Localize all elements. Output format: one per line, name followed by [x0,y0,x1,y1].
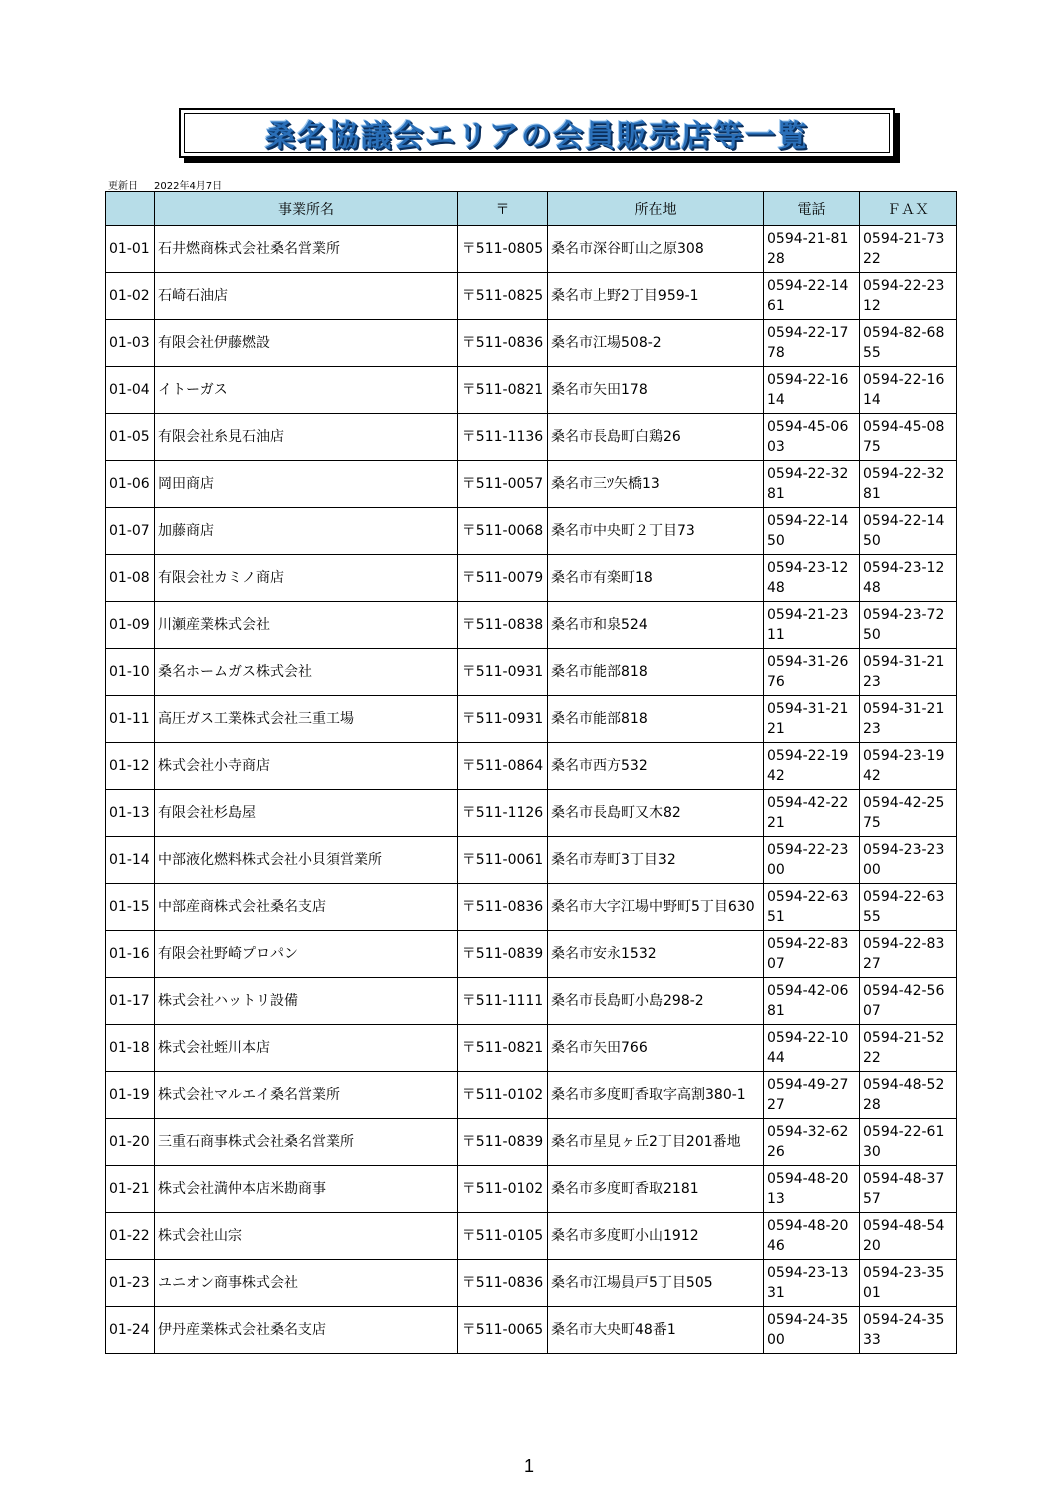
table-row [106,1119,957,1166]
cell-zip: 〒511-0105 [458,1213,548,1260]
cell-code: 01-07 [106,508,155,555]
cell-tel: 0594-42-0681 [764,978,860,1025]
cell-fax: 0594-21-5222 [860,1025,957,1072]
cell-code: 01-11 [106,696,155,743]
cell-address: 桑名市長島町又木82 [548,790,764,837]
cell-name: 株式会社蛭川本店 [155,1025,458,1072]
cell-tel: 0594-22-1778 [764,320,860,367]
table-row [106,461,957,508]
cell-code: 01-24 [106,1307,155,1354]
cell-zip: 〒511-0065 [458,1307,548,1354]
cell-fax: 0594-22-8327 [860,931,957,978]
cell-code: 01-08 [106,555,155,602]
cell-fax: 0594-42-5607 [860,978,957,1025]
cell-name: 高圧ガス工業株式会社三重工場 [155,696,458,743]
table-row [106,1025,957,1072]
update-info [108,177,238,192]
cell-fax: 0594-23-3501 [860,1260,957,1307]
cell-address: 桑名市深谷町山之原308 [548,226,764,273]
cell-fax: 0594-45-0875 [860,414,957,461]
cell-address: 桑名市矢田178 [548,367,764,414]
cell-address: 桑名市江場員戸5丁目505 [548,1260,764,1307]
cell-fax: 0594-22-3281 [860,461,957,508]
cell-tel: 0594-23-1331 [764,1260,860,1307]
cell-code: 01-18 [106,1025,155,1072]
cell-tel: 0594-32-6226 [764,1119,860,1166]
cell-tel: 0594-22-1461 [764,273,860,320]
cell-fax: 0594-23-1942 [860,743,957,790]
cell-name: 中部産商株式会社桑名支店 [155,884,458,931]
table-header-row [106,192,957,226]
cell-tel: 0594-42-2221 [764,790,860,837]
cell-tel: 0594-22-6351 [764,884,860,931]
table-row [106,226,957,273]
cell-address: 桑名市矢田766 [548,1025,764,1072]
cell-fax: 0594-48-3757 [860,1166,957,1213]
cell-tel: 0594-22-1614 [764,367,860,414]
column-header-tel: 電話 [764,192,860,226]
cell-address: 桑名市大央町48番1 [548,1307,764,1354]
cell-fax: 0594-48-5228 [860,1072,957,1119]
cell-fax: 0594-31-2123 [860,696,957,743]
cell-name: 三重石商事株式会社桑名営業所 [155,1119,458,1166]
cell-code: 01-23 [106,1260,155,1307]
cell-zip: 〒511-0864 [458,743,548,790]
table-row [106,273,957,320]
table-row [106,320,957,367]
page-number: 1 [523,1456,534,1476]
cell-code: 01-15 [106,884,155,931]
cell-name: 岡田商店 [155,461,458,508]
cell-fax: 0594-23-1248 [860,555,957,602]
cell-name: 伊丹産業株式会社桑名支店 [155,1307,458,1354]
cell-zip: 〒511-1126 [458,790,548,837]
cell-code: 01-20 [106,1119,155,1166]
table-row [106,1166,957,1213]
cell-tel: 0594-22-8307 [764,931,860,978]
cell-address: 桑名市三ﾂ矢橋13 [548,461,764,508]
cell-code: 01-03 [106,320,155,367]
cell-tel: 0594-31-2121 [764,696,860,743]
cell-name: 桑名ホームガス株式会社 [155,649,458,696]
cell-zip: 〒511-0805 [458,226,548,273]
cell-tel: 0594-22-3281 [764,461,860,508]
cell-tel: 0594-24-3500 [764,1307,860,1354]
cell-tel: 0594-22-1942 [764,743,860,790]
column-header-name: 事業所名 [155,192,458,226]
cell-name: 有限会社糸見石油店 [155,414,458,461]
cell-code: 01-13 [106,790,155,837]
table-row [106,696,957,743]
cell-code: 01-09 [106,602,155,649]
cell-fax: 0594-22-1450 [860,508,957,555]
cell-code: 01-12 [106,743,155,790]
table-row [106,555,957,602]
cell-name: 石崎石油店 [155,273,458,320]
cell-tel: 0594-49-2727 [764,1072,860,1119]
cell-zip: 〒511-0931 [458,649,548,696]
cell-zip: 〒511-0102 [458,1072,548,1119]
cell-tel: 0594-21-8128 [764,226,860,273]
cell-name: 株式会社満仲本店米勘商事 [155,1166,458,1213]
cell-tel: 0594-45-0603 [764,414,860,461]
cell-address: 桑名市多度町香取2181 [548,1166,764,1213]
cell-zip: 〒511-0839 [458,931,548,978]
table-row [106,367,957,414]
cell-address: 桑名市上野2丁目959-1 [548,273,764,320]
cell-zip: 〒511-0839 [458,1119,548,1166]
table-row [106,508,957,555]
cell-name: 有限会社伊藤燃設 [155,320,458,367]
cell-fax: 0594-31-2123 [860,649,957,696]
cell-address: 桑名市大字江場中野町5丁目630 [548,884,764,931]
cell-address: 桑名市和泉524 [548,602,764,649]
cell-name: 加藤商店 [155,508,458,555]
cell-address: 桑名市有楽町18 [548,555,764,602]
cell-fax: 0594-42-2575 [860,790,957,837]
cell-address: 桑名市寿町3丁目32 [548,837,764,884]
cell-address: 桑名市能部818 [548,649,764,696]
table-row [106,790,957,837]
cell-name: 株式会社ハットリ設備 [155,978,458,1025]
cell-address: 桑名市江場508-2 [548,320,764,367]
cell-name: イトーガス [155,367,458,414]
cell-name: 株式会社山宗 [155,1213,458,1260]
cell-name: 中部液化燃料株式会社小貝須営業所 [155,837,458,884]
cell-name: 株式会社マルエイ桑名営業所 [155,1072,458,1119]
cell-address: 桑名市多度町香取字高割380-1 [548,1072,764,1119]
cell-address: 桑名市安永1532 [548,931,764,978]
cell-fax: 0594-24-3533 [860,1307,957,1354]
column-header-code [106,192,155,226]
cell-zip: 〒511-1136 [458,414,548,461]
cell-code: 01-21 [106,1166,155,1213]
update-date: 2022年4月7日 [154,181,223,192]
table-row [106,602,957,649]
title-frame [184,113,890,153]
cell-tel: 0594-21-2311 [764,602,860,649]
cell-name: 有限会社野崎プロパン [155,931,458,978]
cell-tel: 0594-31-2676 [764,649,860,696]
cell-tel: 0594-22-1044 [764,1025,860,1072]
cell-address: 桑名市長島町白鶏26 [548,414,764,461]
cell-tel: 0594-48-2046 [764,1213,860,1260]
table-row [106,884,957,931]
cell-zip: 〒511-0061 [458,837,548,884]
cell-zip: 〒511-0057 [458,461,548,508]
page-title: 桑名協議会エリアの会員販売店等一覧 [265,119,809,154]
cell-zip: 〒511-0821 [458,1025,548,1072]
cell-code: 01-04 [106,367,155,414]
cell-zip: 〒511-0102 [458,1166,548,1213]
column-header-zip: 〒 [458,192,548,226]
cell-code: 01-05 [106,414,155,461]
cell-code: 01-10 [106,649,155,696]
cell-fax: 0594-21-7322 [860,226,957,273]
cell-fax: 0594-22-2312 [860,273,957,320]
cell-code: 01-14 [106,837,155,884]
cell-zip: 〒511-0068 [458,508,548,555]
cell-tel: 0594-23-1248 [764,555,860,602]
cell-zip: 〒511-0931 [458,696,548,743]
table-row [106,1307,957,1354]
table-row [106,837,957,884]
title-box [179,108,895,158]
cell-fax: 0594-82-6855 [860,320,957,367]
cell-zip: 〒511-0836 [458,320,548,367]
cell-code: 01-02 [106,273,155,320]
cell-code: 01-22 [106,1213,155,1260]
table-row [106,414,957,461]
cell-code: 01-06 [106,461,155,508]
cell-zip: 〒511-0821 [458,367,548,414]
cell-fax: 0594-23-2300 [860,837,957,884]
cell-fax: 0594-23-7250 [860,602,957,649]
cell-address: 桑名市長島町小島298-2 [548,978,764,1025]
cell-address: 桑名市能部818 [548,696,764,743]
dealer-table [105,191,957,1354]
table-row [106,931,957,978]
cell-tel: 0594-22-1450 [764,508,860,555]
cell-name: 有限会社杉島屋 [155,790,458,837]
cell-zip: 〒511-1111 [458,978,548,1025]
cell-zip: 〒511-0836 [458,884,548,931]
table-row [106,1260,957,1307]
table-row [106,1213,957,1260]
cell-zip: 〒511-0825 [458,273,548,320]
cell-tel: 0594-22-2300 [764,837,860,884]
column-header-fax: ＦＡＸ [860,192,957,226]
cell-address: 桑名市多度町小山1912 [548,1213,764,1260]
cell-fax: 0594-22-6355 [860,884,957,931]
cell-zip: 〒511-0836 [458,1260,548,1307]
cell-code: 01-16 [106,931,155,978]
cell-address: 桑名市中央町２丁目73 [548,508,764,555]
cell-code: 01-01 [106,226,155,273]
cell-zip: 〒511-0079 [458,555,548,602]
update-label: 更新日 [108,181,138,192]
cell-name: 株式会社小寺商店 [155,743,458,790]
cell-fax: 0594-22-1614 [860,367,957,414]
cell-name: ユニオン商事株式会社 [155,1260,458,1307]
table-row [106,649,957,696]
cell-address: 桑名市星見ヶ丘2丁目201番地 [548,1119,764,1166]
cell-zip: 〒511-0838 [458,602,548,649]
cell-name: 有限会社カミノ商店 [155,555,458,602]
column-header-address: 所在地 [548,192,764,226]
cell-name: 川瀬産業株式会社 [155,602,458,649]
cell-code: 01-17 [106,978,155,1025]
table-row [106,743,957,790]
table-row [106,978,957,1025]
cell-code: 01-19 [106,1072,155,1119]
cell-fax: 0594-22-6130 [860,1119,957,1166]
cell-tel: 0594-48-2013 [764,1166,860,1213]
cell-fax: 0594-48-5420 [860,1213,957,1260]
cell-address: 桑名市西方532 [548,743,764,790]
cell-name: 石井燃商株式会社桑名営業所 [155,226,458,273]
table-row [106,1072,957,1119]
